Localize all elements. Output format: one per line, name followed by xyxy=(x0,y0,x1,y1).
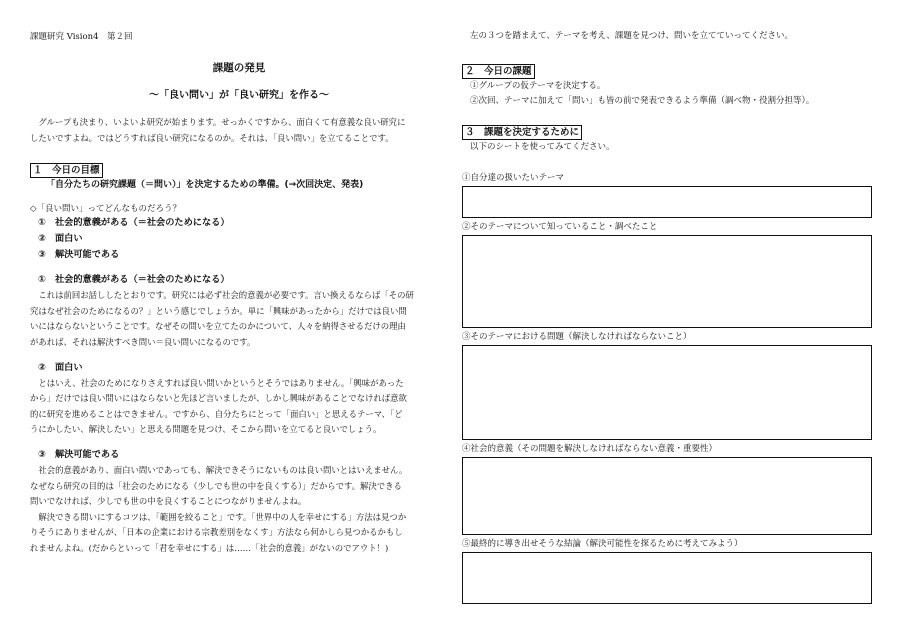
header-meta: 課題研究 Vision4 第２回 xyxy=(30,32,133,42)
point3-line: 社会的意義があり、面白い問いであっても、解決できそうにないものは良い問いとはいえません。 xyxy=(30,464,408,475)
point2-line: うにかしたい、解決したい」と思える問題を見つけ、そこから問いを立てると良いでしょう。 xyxy=(30,424,382,435)
left-column xyxy=(30,30,448,557)
point1-line: があれば、それは解決すべき問い＝良い問いになるのです。 xyxy=(30,336,256,347)
intro-line: したいですよね。ではどうすれば良い研究になるのか。それは、「良い問い」を立てることです。 xyxy=(30,132,394,143)
answer-box-conclusion[interactable] xyxy=(462,552,872,604)
point3-heading: ③ 解決可能である xyxy=(38,448,120,460)
good-question-point: ① 社会的意義がある（＝社会のためになる） xyxy=(38,217,230,229)
section1-goal: 「自分たちの研究課題（＝問い）」を決定するための準備。(→次回決定、発表) xyxy=(46,180,364,191)
point3-line: りそうにありませんが、「日本の企業における宗教差別をなくす」方法なら何かしら見つかるかもし xyxy=(30,527,403,538)
point2-line: から」だけでは良い問いにはならないと先ほど言いましたが、しかし興味があることでなければ意欲 xyxy=(30,393,407,404)
point2-line: 的に研究を進めることはできません。ですから、自分たちにとって「面白い」と思えるテーマ、「ど xyxy=(30,408,403,419)
section3-heading: ３ 課題を決定するために xyxy=(462,125,582,140)
answer-box-significance[interactable] xyxy=(462,457,872,535)
worksheet-label: ②そのテーマについて知っていること・調べたこと xyxy=(462,222,658,232)
worksheet-item xyxy=(462,332,880,440)
worksheet-label: ④社会的意義（その問題を解決しなければならない意義・重要性） xyxy=(462,444,718,454)
worksheet-item xyxy=(462,539,880,604)
point1-line: いにはならないということです。なぜその問いを立てたのかについて、人々を納得させるだけの理由 xyxy=(30,321,406,332)
intro-line: グループも決まり、いよいよ研究が始まります。せっかくですから、面白くて有意義な良い研究に xyxy=(30,117,406,127)
page-subtitle: ～「良い問い」が「良い研究」を作る～ xyxy=(149,90,329,101)
section2 xyxy=(462,59,880,109)
point1-line: 究はなぜ社会のためになるの？」という感じでしょうか。単に「興味があったから」だけでは良い問 xyxy=(30,305,407,316)
point2-section xyxy=(30,360,448,438)
answer-box-theme[interactable] xyxy=(462,186,872,218)
point3-line: 解決できる問いにするコツは、「範囲を絞ること」です。「世界中の人を幸せにする」方法は見つか xyxy=(30,511,407,522)
section3-lead: 以下のシートを使ってみてください。 xyxy=(470,142,615,152)
section2-heading: ２ 今日の課題 xyxy=(462,64,535,79)
section3 xyxy=(462,120,880,155)
right-column xyxy=(462,30,880,604)
point2-line: とはいえ、社会のためになりさえすれば良い問いかというとそうではありません。「興味があった xyxy=(30,377,404,388)
worksheet-label: ①自分達の扱いたいテーマ xyxy=(462,173,565,183)
point3-section xyxy=(30,447,448,557)
good-question-list xyxy=(30,203,448,263)
answer-box-problem[interactable] xyxy=(462,345,872,440)
point3-line: 問いでなければ、少しでも世の中を良くすることにつながりませんよね。 xyxy=(30,496,307,507)
point1-line: これは前回お話ししたとおりです。研究には必ず社会的意義が必要です。言い換えるならば「その研 xyxy=(30,290,414,301)
page-title: 課題の発見 xyxy=(212,62,266,74)
section1-heading: １ 今日の目標 xyxy=(30,163,103,178)
worksheet-item xyxy=(462,222,880,328)
point2-heading: ② 面白い xyxy=(38,361,83,373)
worksheet-label: ③そのテーマにおける問題（解決しなければならないこと） xyxy=(462,332,692,342)
intro-paragraph xyxy=(30,115,448,146)
section2-item: ②次回、テーマに加えて「問い」も皆の前で発表できるよう準備（調べ物・役割分担等）。 xyxy=(470,96,815,106)
good-question-point: ② 面白い xyxy=(38,233,83,245)
worksheet-item xyxy=(462,444,880,535)
section1 xyxy=(30,158,448,192)
point3-line: なぜなら研究の目的は「社会のためになる（少しでも世の中を良くする）」だからです。解決できる xyxy=(30,480,402,491)
point1-heading: ① 社会的意義がある（＝社会のためになる） xyxy=(38,274,230,286)
point3-line: れませんよね。(だからといって「君を幸せにする」は……「社会的意義」がないのでアウト！) xyxy=(30,542,389,553)
right-intro: 左の３つを踏まえて、テーマを考え、課題を見つけ、問いを立てていってください。 xyxy=(470,31,794,41)
good-question-lead: ◇「良い問い」ってどんなものだろう？ xyxy=(30,204,182,215)
good-question-point: ③ 解決可能である xyxy=(38,249,120,261)
worksheet-label: ⑤最終的に導き出せそうな結論（解決可能性を探るために考えてみよう） xyxy=(462,539,743,549)
point1-section xyxy=(30,272,448,350)
worksheet-item xyxy=(462,173,880,218)
answer-box-knowledge[interactable] xyxy=(462,235,872,328)
section2-item: ①グループの仮テーマを決定する。 xyxy=(470,81,606,91)
